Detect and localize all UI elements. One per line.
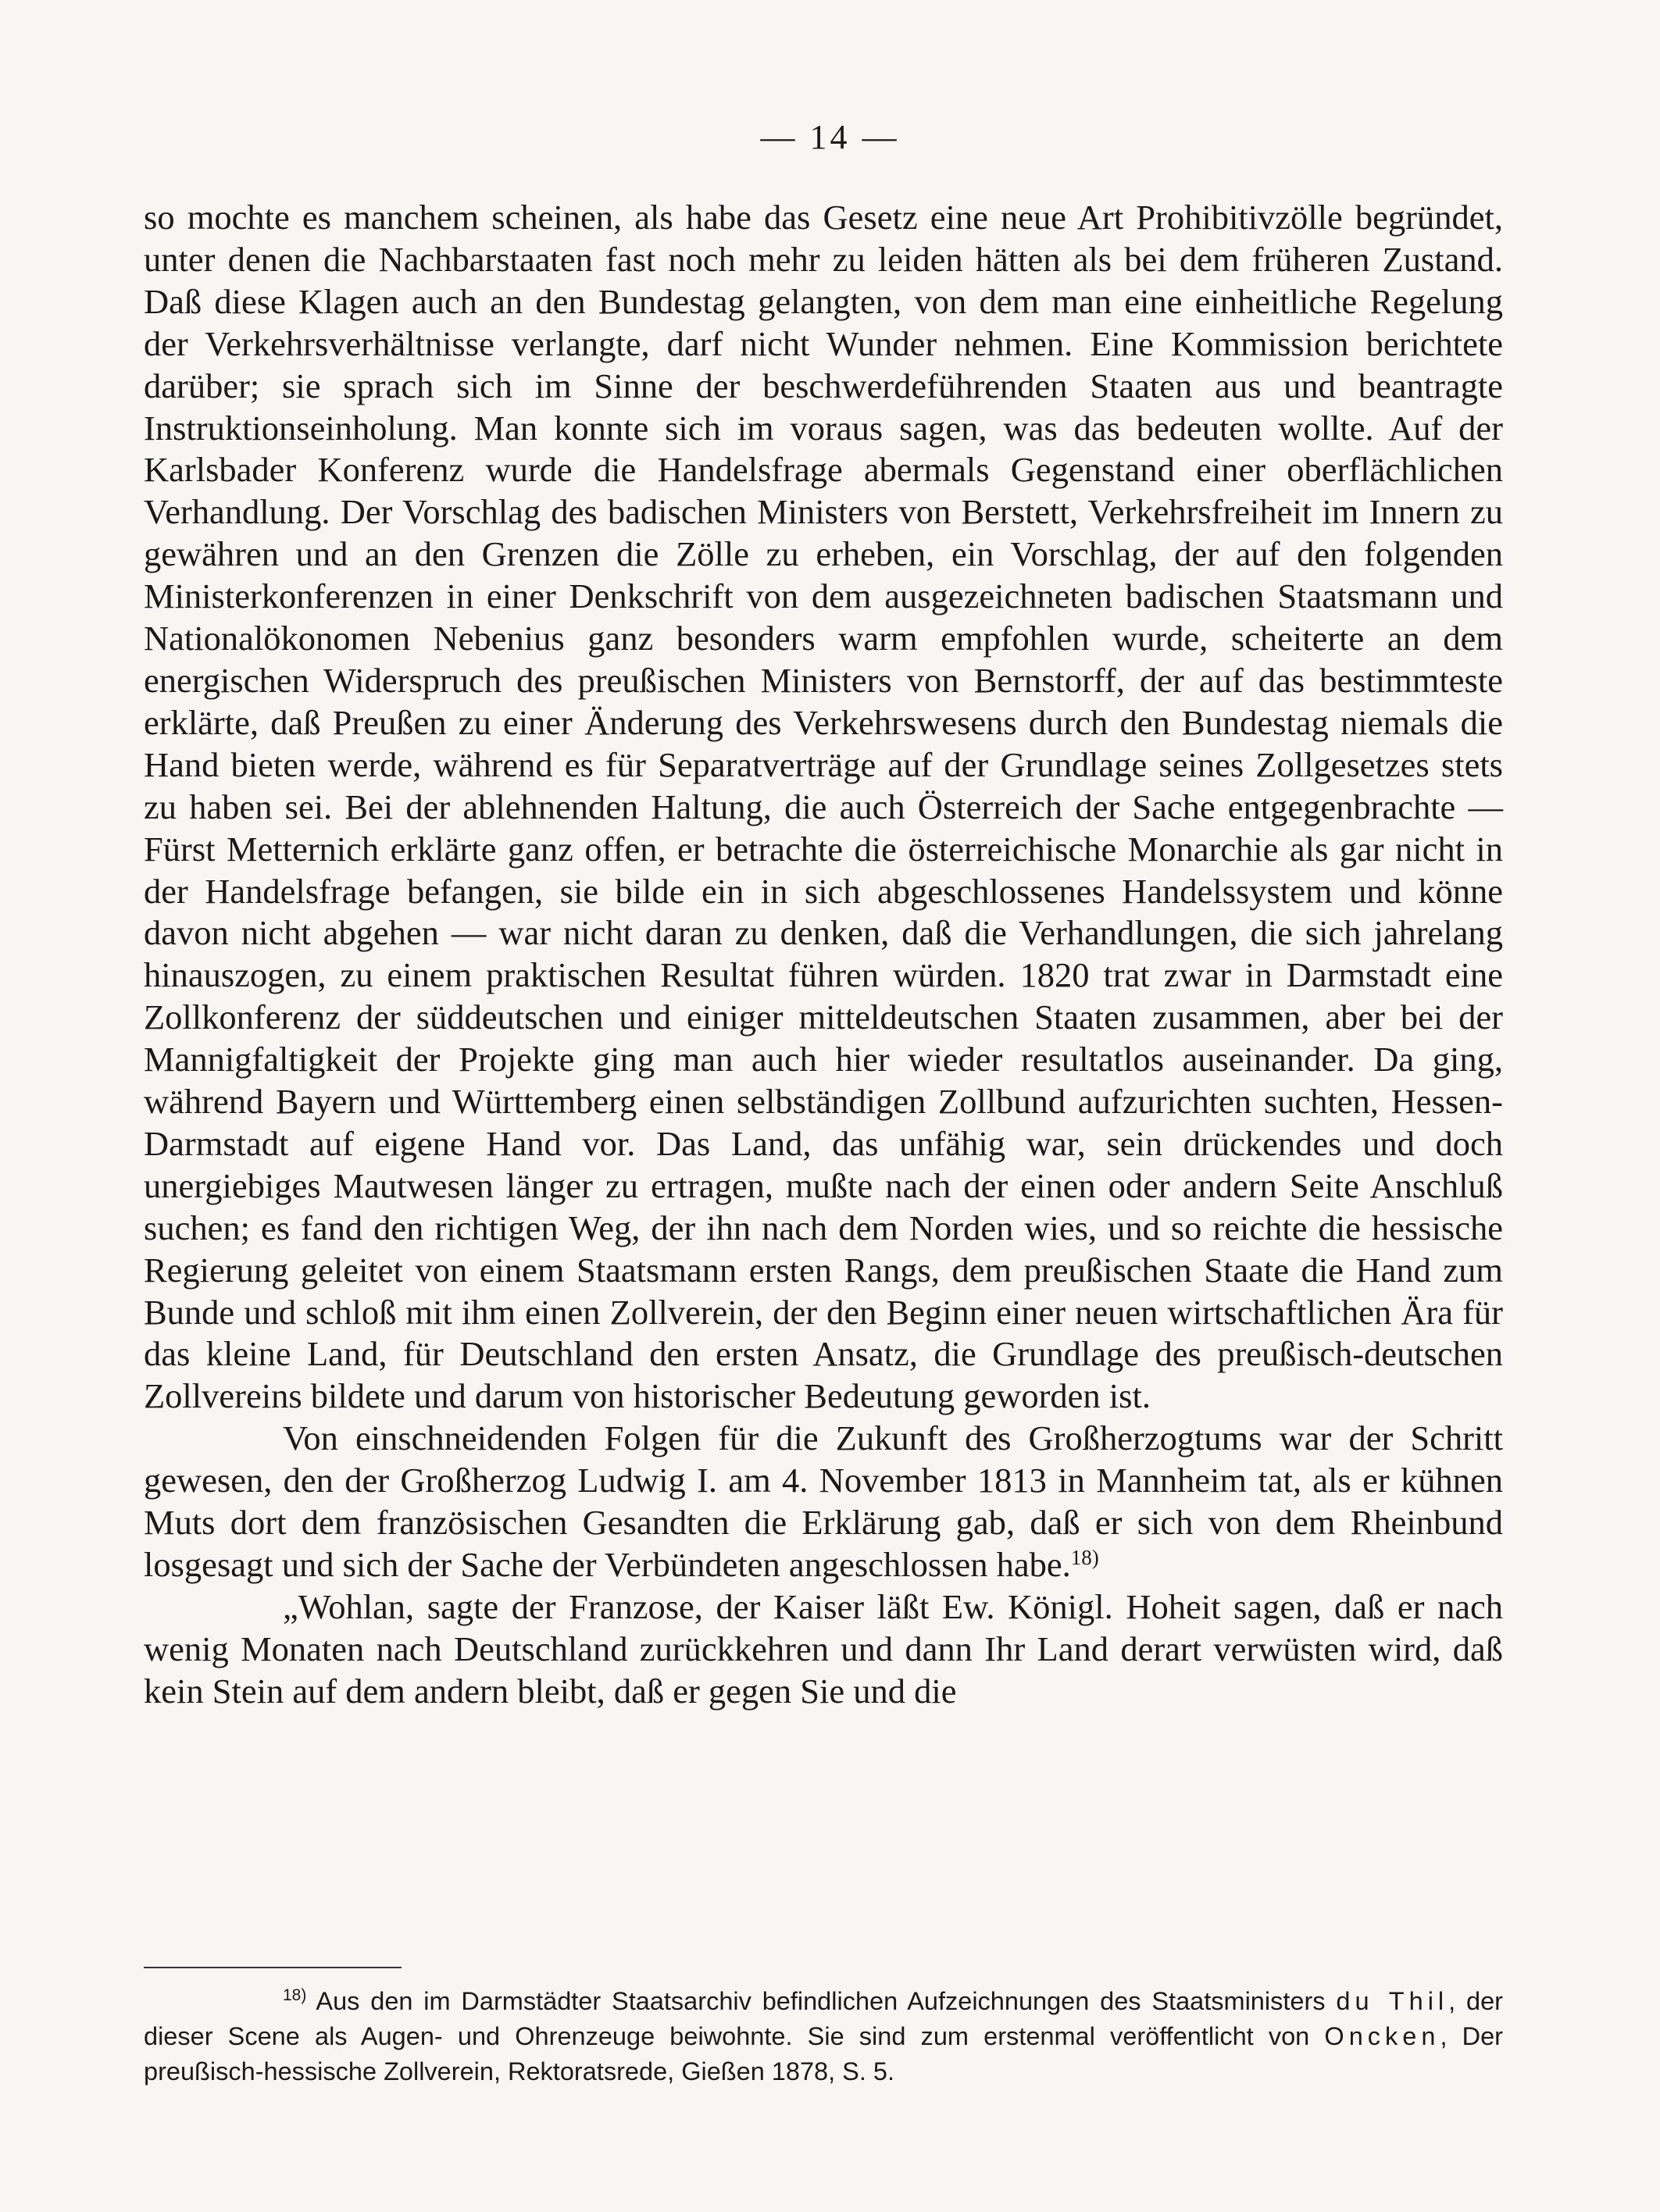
footnote-name-oncken: Oncken	[1324, 2022, 1440, 2050]
main-text	[144, 197, 1503, 1713]
footnote	[144, 1984, 1503, 2089]
footnote-text-2: , der dieser Scene als Augen- und Ohrenzeuge beiwohnte. Sie sind zum erstenmal veröffentlicht von	[144, 1987, 1503, 2050]
footnote-mark: 18)	[283, 1986, 307, 2004]
footnote-text-3: , Der preußisch-hessische Zollverein, Rektoratsrede, Gießen 1878, S. 5.	[144, 2022, 1503, 2085]
page-number: — 14 —	[760, 118, 900, 156]
footnote-divider	[144, 1967, 402, 1968]
footnote-name-du-thil: du Thil	[1336, 1987, 1449, 2015]
paragraph-2	[144, 1418, 1503, 1586]
paragraph-2-text: Von einschneidenden Folgen für die Zukunft des Großherzogtums war der Schritt gewesen, den der Großherzog Ludwig I. am 4. November 1813 in Mannheim tat, als er kühnen Muts dort dem französischen Gesandten die Erklärung gab, daß er sich von dem Rheinbund losgesagt und sich der Sache der Verbündeten angeschlossen habe.	[144, 1418, 1503, 1584]
footnote-text-1: Aus den im Darmstädter Staatsarchiv befindlichen Aufzeichnungen des Staatsministers	[316, 1987, 1326, 2015]
paragraph-3: „Wohlan, sagte der Franzose, der Kaiser läßt Ew. Königl. Hoheit sagen, daß er nach wenig Monaten nach Deutschland zurückkehren und dann Ihr Land derart verwüsten wird, daß kein Stein auf dem andern bleibt, daß er gegen Sie und die	[144, 1586, 1503, 1711]
footnote-reference: 18)	[1070, 1546, 1099, 1569]
paragraph-1: so mochte es manchem scheinen, als habe das Gesetz eine neue Art Prohibitivzölle begründet, unter denen die Nachbarstaaten fast noch mehr zu leiden hätten als bei dem früheren Zustand. Daß diese Klagen auch an den Bundestag gelangten, von dem man eine einheitliche Regelung der Verkehrsverhältnisse verlangte, darf nicht Wunder nehmen. Eine Kommission berichtete darüber; sie sprach sich im Sinne der beschwerdeführenden Staaten aus und beantragte Instruktionseinholung. Man konnte sich im voraus sagen, was das bedeuten wollte. Auf der Karlsbader Konferenz wurde die Handelsfrage abermals Gegenstand einer oberflächlichen Verhandlung. Der Vorschlag des badischen Ministers von Berstett, Verkehrsfreiheit im Innern zu gewähren und an den Grenzen die Zölle zu erheben, ein Vorschlag, der auf den folgenden Ministerkonferenzen in einer Denkschrift von dem ausgezeichneten badischen Staatsmann und Nationalökonomen Nebenius ganz besonders warm empfohlen wurde, scheiterte an dem energischen Widerspruch des preußischen Ministers von Bernstorff, der auf das bestimmteste erklärte, daß Preußen zu einer Änderung des Verkehrswesens durch den Bundestag niemals die Hand bieten werde, während es für Separatverträge auf der Grundlage seines Zollgesetzes stets zu haben sei. Bei der ablehnenden Haltung, die auch Österreich der Sache entgegenbrachte — Fürst Metternich erklärte ganz offen, er betrachte die österreichische Monarchie als gar nicht in der Handelsfrage befangen, sie bilde ein in sich abgeschlossenes Handelssystem und könne davon nicht abgehen — war nicht daran zu denken, daß die Verhandlungen, die sich jahrelang hinauszogen, zu einem praktischen Resultat führen würden. 1820 trat zwar in Darmstadt eine Zollkonferenz der süddeutschen und einiger mitteldeutschen Staaten zusammen, aber bei der Mannigfaltigkeit der Projekte ging man auch hier wieder resultatlos auseinander. Da ging, während Bayern und Württemberg einen selbständigen Zollbund aufzurichten suchten, Hessen-Darmstadt auf eigene Hand vor. Das Land, das unfähig war, sein drückendes und doch unergiebiges Mautwesen länger zu ertragen, mußte nach der einen oder andern Seite Anschluß suchen; es fand den richtigen Weg, der ihn nach dem Norden wies, und so reichte die hessische Regierung geleitet von einem Staatsmann ersten Rangs, dem preußischen Staate die Hand zum Bunde und schloß mit ihm einen Zollverein, der den Beginn einer neuen wirtschaftlichen Ära für das kleine Land, für Deutschland den ersten Ansatz, die Grundlage des preußisch-deutschen Zollvereins bildete und darum von historischer Bedeutung geworden ist.	[144, 198, 1503, 1416]
footnote-text	[144, 1984, 1503, 2089]
